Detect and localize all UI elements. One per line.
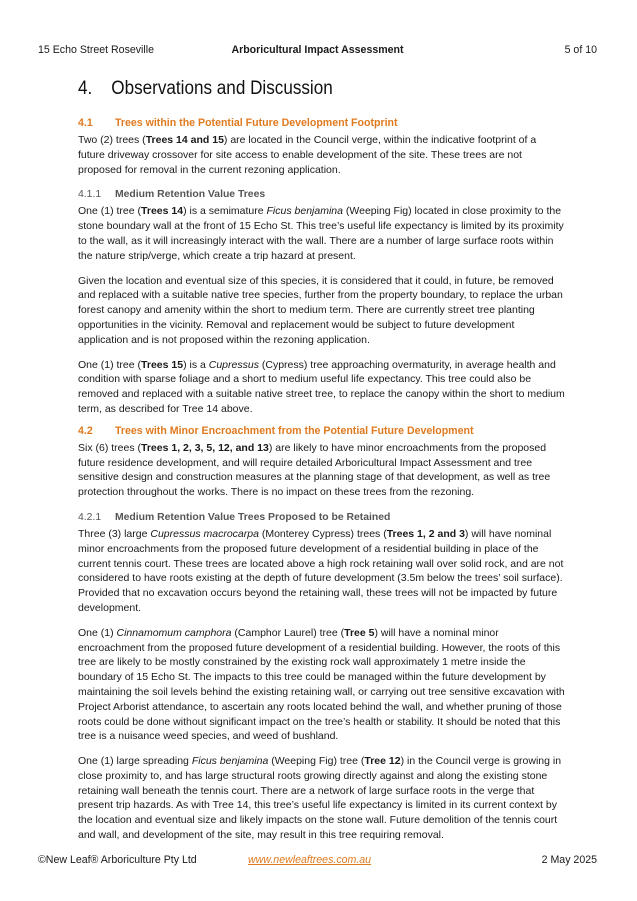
- subsubsection-heading-4-1-1: [78, 187, 565, 202]
- footer-date: 2 May 2025: [541, 854, 597, 866]
- header-address: 15 Echo Street Roseville: [38, 44, 155, 56]
- subsubsection-title: Medium Retention Value Trees: [115, 189, 266, 201]
- paragraph: One (1) tree (Trees 15) is a Cupressus (Cypress) tree approaching overmaturity, in average health and condition with sparse foliage and a short to medium useful life expectancy. This tree could also be removed and replaced with a suitable native street tree, to replace the canopy within the short to medium term, as described for Tree 14 above.: [78, 358, 565, 415]
- paragraph: Two (2) trees (Trees 14 and 15) are located in the Council verge, within the indicative footprint of a future driveway crossover for site access to enable development of the site. These trees are not proposed for removal in the current rezoning application.: [78, 134, 537, 176]
- subsubsection-heading-4-2-1: [78, 510, 565, 525]
- footer-website-link[interactable]: www.newleaftrees.com.au: [248, 854, 372, 866]
- subsection-number: 4.2: [78, 424, 93, 437]
- subsection-title: Trees with Minor Encroachment from the Potential Future Development: [115, 424, 474, 437]
- paragraph: Six (6) trees (Trees 1, 2, 3, 5, 12, and 13) are likely to have minor encroachments from the proposed future residence development, and will require detailed Arboricultural Impact Assessment and tree sensitive design and construction measures at the planning stage of that development, as well as tree protection throughout the works. There is no impact on these trees from the rezoning.: [78, 441, 551, 499]
- section-title: Observations and Discussion: [111, 78, 333, 99]
- page-footer: [38, 852, 597, 868]
- paragraph: One (1) large spreading Ficus benjamina (Weeping Fig) tree (Tree 12) in the Council verge is growing in close proximity to, and has large structural roots growing directly against and along the existing stone retaining wall beneath the tennis court. There are a network of large surface roots in the verge that present trip hazards. As with Tree 14, this tree’s useful life expectancy is limited in its current context by the location and eventual size and likely impacts on the stone wall. Future demolition of the tennis court and wall, and development of the site, may result in this tree requiring removal.: [78, 755, 562, 842]
- page-content: [78, 76, 565, 853]
- header-page-number: 5 of 10: [564, 44, 597, 56]
- subsubsection-number: 4.2.1: [78, 511, 102, 523]
- subsubsection-number: 4.1.1: [78, 189, 102, 201]
- header-title: Arboricultural Impact Assessment: [231, 44, 404, 56]
- subsection-heading-4-1: [78, 116, 565, 131]
- paragraph: Three (3) large Cupressus macrocarpa (Monterey Cypress) trees (Trees 1, 2 and 3) will have nominal minor encroachments from the proposed future development of a residential building in place of the current tennis court. These trees are located above a high rock retaining wall over solid rock, and are not considered to have roots existing at the depth of future development (3.5m below the trees’ soil surface). Provided that no excavation occurs beyond the retaining wall, these trees will not be impacted by future development.: [78, 527, 564, 614]
- subsection-heading-4-2: [78, 424, 565, 439]
- paragraph: One (1) Cinnamomum camphora (Camphor Laurel) tree (Tree 5) will have a nominal minor encroachment from the proposed future development of a residential building. However, the roots of this tree are likely to be mostly constrained by the existing rock wall approximately 1 metre inside the boundary of 15 Echo St. The impacts to this tree could be managed within the future development by maintaining the soil levels behind the existing retaining wall, or carrying out tree sensitive excavation with Project Arborist attendance, to ascertain any roots located behind the wall, and whether pruning of those roots could be done without significant impact on the tree’s health or stability. It should be noted that this tree is a nuisance weed species, and weed of bushland.: [78, 626, 565, 743]
- page-header: [38, 42, 597, 58]
- subsection-title: Trees within the Potential Future Development Footprint: [115, 117, 398, 129]
- section-number: 4.: [78, 78, 93, 99]
- section-heading: [78, 76, 516, 102]
- subsection-number: 4.1: [78, 117, 93, 129]
- subsubsection-title: Medium Retention Value Trees Proposed to be Retained: [115, 511, 391, 523]
- paragraph: Given the location and eventual size of this species, it is considered that it could, in future, be removed and replaced with a suitable native tree species, further from the property boundary, to replace the urban forest canopy and amenity within the short to medium term. There are currently street tree planting opportunities in the vicinity. Removal and replacement would be subject to future development application and is not proposed within the rezoning application.: [78, 274, 563, 346]
- paragraph: One (1) tree (Trees 14) is a semimature Ficus benjamina (Weeping Fig) located in close proximity to the stone boundary wall at the front of 15 Echo St. This tree’s useful life expectancy is limited by its proximity to the wall, as it will increasingly interact with the wall. There are a number of large surface roots within the nature strip/verge, which create a trip hazard at present.: [78, 205, 564, 262]
- footer-company: ©New Leaf® Arboriculture Pty Ltd: [38, 854, 197, 866]
